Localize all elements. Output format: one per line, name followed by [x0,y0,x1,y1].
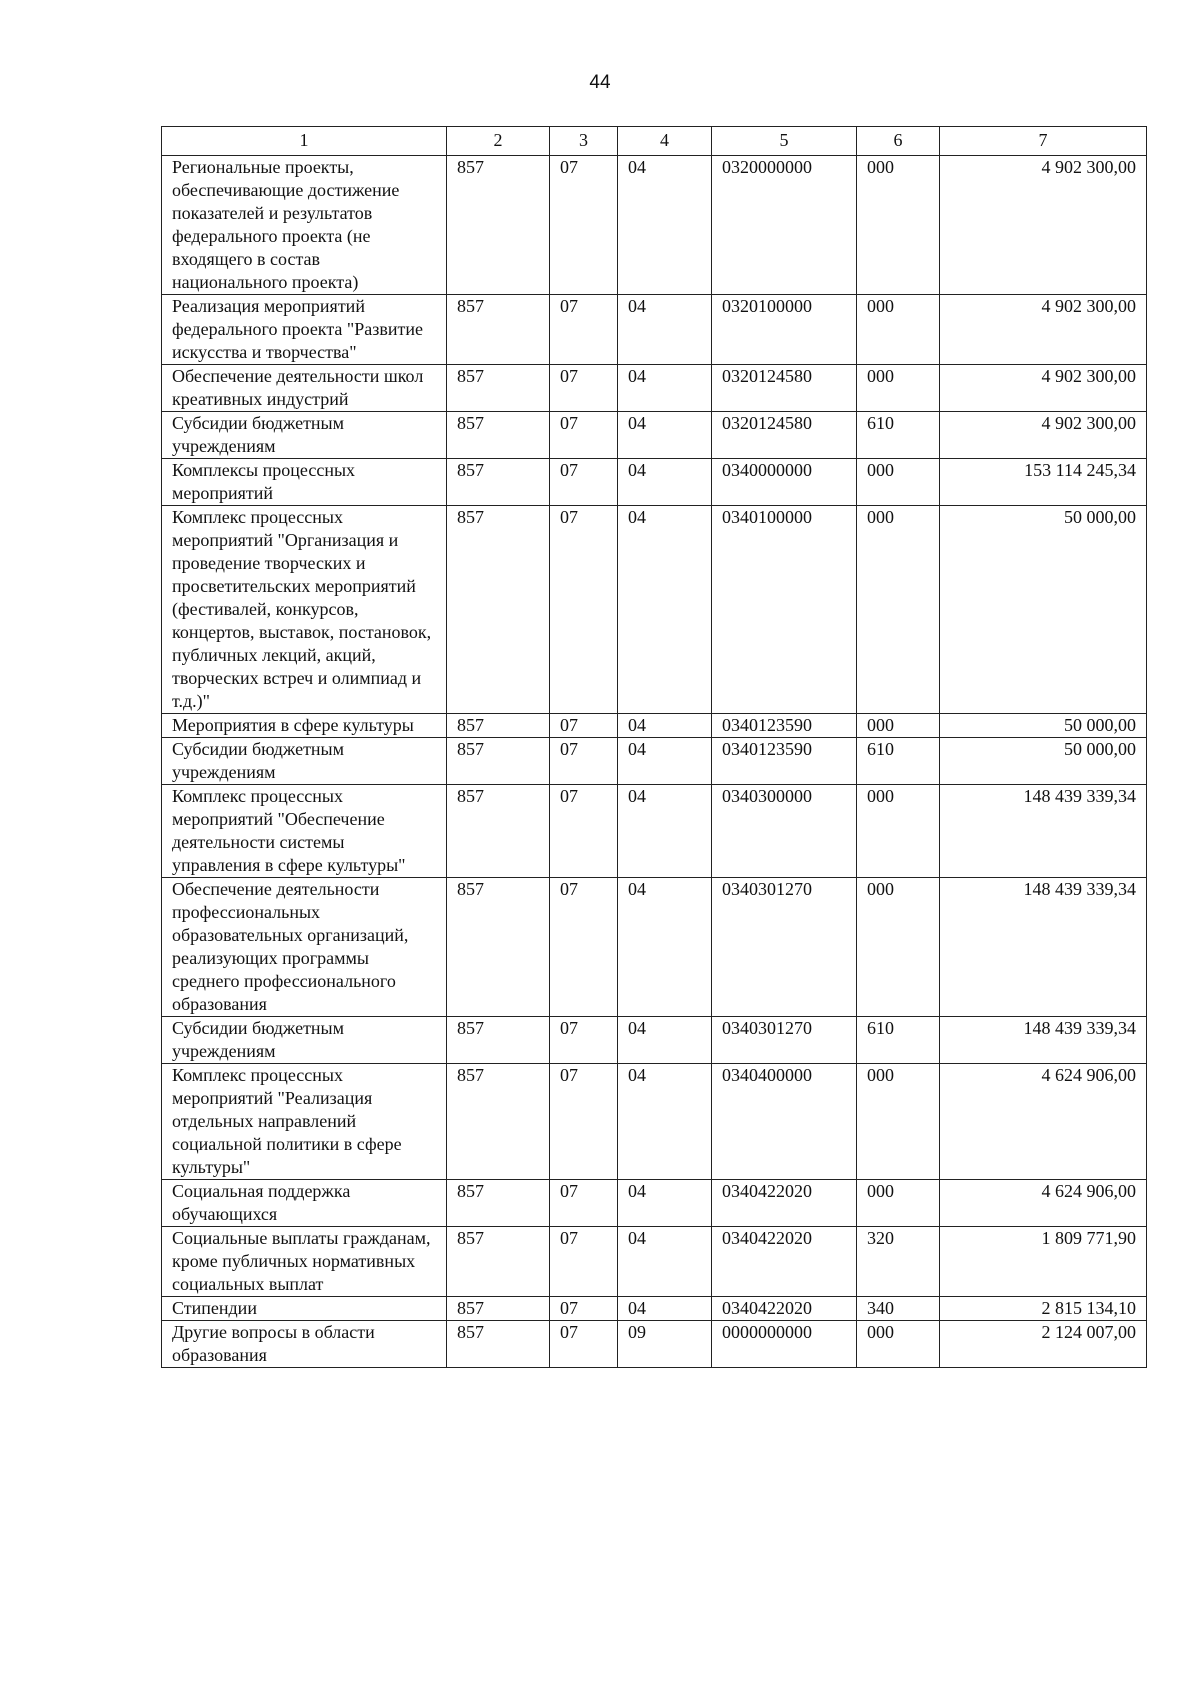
row-subsection-code: 04 [618,1180,712,1227]
row-target-code: 0340000000 [712,459,857,506]
row-section-code: 07 [550,156,618,295]
table-row [162,506,1147,714]
header-col-1: 1 [162,127,447,156]
row-subsection-code: 04 [618,156,712,295]
row-target-code: 0340123590 [712,714,857,738]
row-ministry-code: 857 [447,1227,550,1297]
table-row [162,365,1147,412]
header-col-7: 7 [940,127,1147,156]
row-amount: 4 902 300,00 [940,156,1147,295]
row-section-code: 07 [550,412,618,459]
row-target-code: 0000000000 [712,1321,857,1368]
row-name: Социальная поддержка обучающихся [162,1180,447,1227]
row-amount: 50 000,00 [940,738,1147,785]
row-target-code: 0340123590 [712,738,857,785]
row-expense-type-code: 000 [857,506,940,714]
table-row [162,1017,1147,1064]
header-col-3: 3 [550,127,618,156]
page-number: 44 [589,72,611,93]
row-ministry-code: 857 [447,738,550,785]
row-expense-type-code: 000 [857,1064,940,1180]
table-body [162,156,1147,1368]
row-ministry-code: 857 [447,156,550,295]
row-ministry-code: 857 [447,295,550,365]
row-name: Обеспечение деятельности профессиональных образовательных организаций, реализующих программы среднего профессионального образования [162,878,447,1017]
row-target-code: 0340300000 [712,785,857,878]
row-section-code: 07 [550,714,618,738]
row-ministry-code: 857 [447,878,550,1017]
header-col-4: 4 [618,127,712,156]
row-ministry-code: 857 [447,785,550,878]
row-amount: 148 439 339,34 [940,1017,1147,1064]
row-expense-type-code: 610 [857,1017,940,1064]
row-amount: 4 902 300,00 [940,365,1147,412]
row-target-code: 0340100000 [712,506,857,714]
row-section-code: 07 [550,365,618,412]
row-expense-type-code: 000 [857,1180,940,1227]
row-expense-type-code: 340 [857,1297,940,1321]
row-expense-type-code: 320 [857,1227,940,1297]
table-row [162,1297,1147,1321]
row-target-code: 0340422020 [712,1180,857,1227]
row-amount: 2 124 007,00 [940,1321,1147,1368]
table-row [162,412,1147,459]
row-name: Комплекс процессных мероприятий "Организация и проведение творческих и просветительских мероприятий (фестивалей, конкурсов, концертов, выставок, постановок, публичных лекций, акций, творческих встреч и олимпиад и т.д.)" [162,506,447,714]
table-row [162,785,1147,878]
row-target-code: 0320100000 [712,295,857,365]
row-target-code: 0320000000 [712,156,857,295]
row-subsection-code: 04 [618,714,712,738]
row-ministry-code: 857 [447,1180,550,1227]
row-expense-type-code: 610 [857,412,940,459]
row-subsection-code: 04 [618,295,712,365]
row-name: Реализация мероприятий федерального проекта "Развитие искусства и творчества" [162,295,447,365]
row-name: Субсидии бюджетным учреждениям [162,412,447,459]
row-target-code: 0340301270 [712,1017,857,1064]
row-expense-type-code: 000 [857,714,940,738]
row-amount: 4 902 300,00 [940,412,1147,459]
row-name: Региональные проекты, обеспечивающие достижение показателей и результатов федерального проекта (не входящего в состав национального проекта) [162,156,447,295]
row-section-code: 07 [550,1321,618,1368]
row-subsection-code: 04 [618,1064,712,1180]
row-ministry-code: 857 [447,714,550,738]
table-row [162,459,1147,506]
row-name: Комплекс процессных мероприятий "Обеспечение деятельности системы управления в сфере культуры" [162,785,447,878]
row-name: Стипендии [162,1297,447,1321]
row-subsection-code: 04 [618,785,712,878]
row-amount: 1 809 771,90 [940,1227,1147,1297]
row-subsection-code: 04 [618,1297,712,1321]
row-name: Мероприятия в сфере культуры [162,714,447,738]
row-expense-type-code: 610 [857,738,940,785]
row-amount: 2 815 134,10 [940,1297,1147,1321]
row-section-code: 07 [550,1180,618,1227]
row-ministry-code: 857 [447,1064,550,1180]
row-expense-type-code: 000 [857,785,940,878]
row-amount: 4 624 906,00 [940,1180,1147,1227]
row-ministry-code: 857 [447,1297,550,1321]
row-expense-type-code: 000 [857,878,940,1017]
header-col-6: 6 [857,127,940,156]
table-row [162,295,1147,365]
row-amount: 50 000,00 [940,714,1147,738]
row-section-code: 07 [550,1227,618,1297]
row-ministry-code: 857 [447,365,550,412]
table-header [162,127,1147,156]
table-row [162,738,1147,785]
row-amount: 4 624 906,00 [940,1064,1147,1180]
row-amount: 148 439 339,34 [940,785,1147,878]
row-name: Субсидии бюджетным учреждениям [162,1017,447,1064]
header-col-2: 2 [447,127,550,156]
row-name: Другие вопросы в области образования [162,1321,447,1368]
row-ministry-code: 857 [447,506,550,714]
row-ministry-code: 857 [447,1321,550,1368]
row-subsection-code: 04 [618,1017,712,1064]
row-expense-type-code: 000 [857,459,940,506]
table-row [162,714,1147,738]
row-name: Обеспечение деятельности школ креативных индустрий [162,365,447,412]
row-subsection-code: 04 [618,459,712,506]
budget-table [161,126,1147,1368]
row-target-code: 0340422020 [712,1227,857,1297]
row-ministry-code: 857 [447,459,550,506]
row-ministry-code: 857 [447,412,550,459]
row-target-code: 0320124580 [712,365,857,412]
row-subsection-code: 09 [618,1321,712,1368]
row-subsection-code: 04 [618,412,712,459]
row-target-code: 0340301270 [712,878,857,1017]
row-subsection-code: 04 [618,506,712,714]
row-name: Субсидии бюджетным учреждениям [162,738,447,785]
row-target-code: 0340400000 [712,1064,857,1180]
row-subsection-code: 04 [618,1227,712,1297]
row-section-code: 07 [550,295,618,365]
row-name: Комплекс процессных мероприятий "Реализация отдельных направлений социальной политики в сфере культуры" [162,1064,447,1180]
row-amount: 148 439 339,34 [940,878,1147,1017]
row-expense-type-code: 000 [857,295,940,365]
table-row [162,156,1147,295]
row-name: Социальные выплаты гражданам, кроме публичных нормативных социальных выплат [162,1227,447,1297]
row-section-code: 07 [550,459,618,506]
header-row [162,127,1147,156]
row-expense-type-code: 000 [857,1321,940,1368]
row-subsection-code: 04 [618,365,712,412]
row-name: Комплексы процессных мероприятий [162,459,447,506]
table-row [162,1321,1147,1368]
row-section-code: 07 [550,506,618,714]
row-target-code: 0340422020 [712,1297,857,1321]
row-section-code: 07 [550,878,618,1017]
row-amount: 153 114 245,34 [940,459,1147,506]
row-subsection-code: 04 [618,878,712,1017]
row-section-code: 07 [550,738,618,785]
row-subsection-code: 04 [618,738,712,785]
row-amount: 4 902 300,00 [940,295,1147,365]
row-target-code: 0320124580 [712,412,857,459]
row-section-code: 07 [550,1064,618,1180]
row-amount: 50 000,00 [940,506,1147,714]
table-row [162,1064,1147,1180]
row-section-code: 07 [550,1017,618,1064]
row-expense-type-code: 000 [857,365,940,412]
table-row [162,1180,1147,1227]
header-col-5: 5 [712,127,857,156]
row-expense-type-code: 000 [857,156,940,295]
row-ministry-code: 857 [447,1017,550,1064]
table-row [162,1227,1147,1297]
table-row [162,878,1147,1017]
row-section-code: 07 [550,1297,618,1321]
row-section-code: 07 [550,785,618,878]
